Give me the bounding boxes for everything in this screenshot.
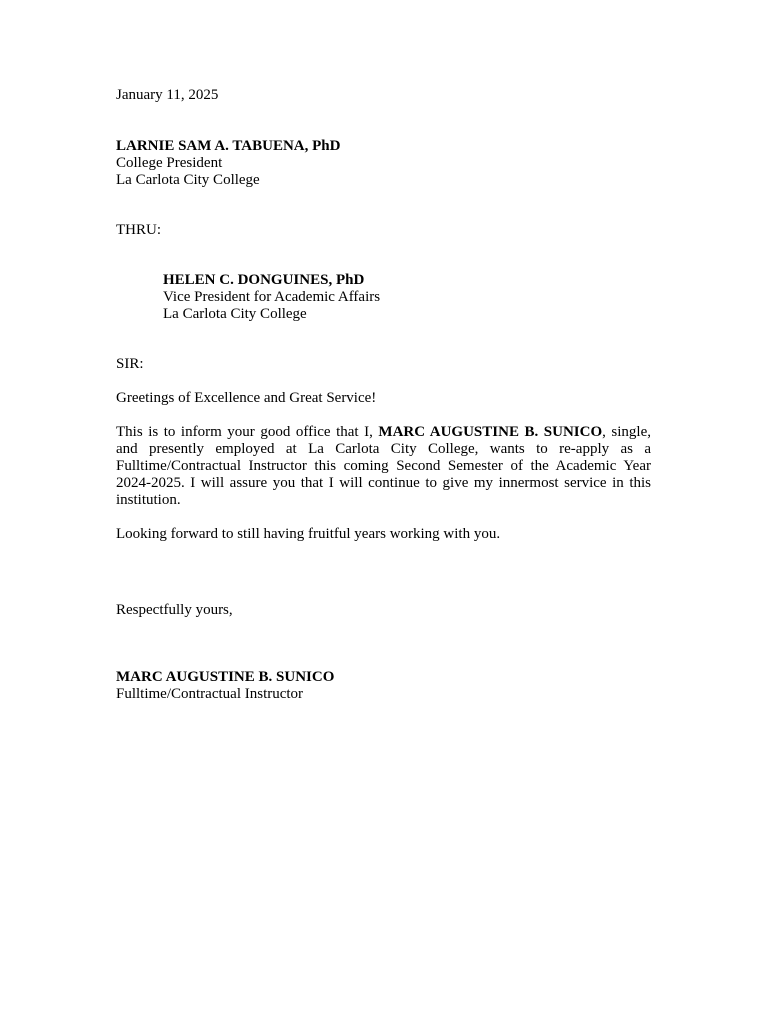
thru-title: Vice President for Academic Affairs bbox=[163, 289, 381, 305]
thru-label: THRU: bbox=[116, 222, 161, 238]
signature-title: Fulltime/Contractual Instructor bbox=[116, 686, 304, 702]
thru-name: HELEN C. DONGUINES, PhD bbox=[163, 272, 365, 288]
thru-institution: La Carlota City College bbox=[163, 306, 307, 322]
recipient-block bbox=[116, 138, 651, 189]
body-paragraph-1 bbox=[116, 424, 651, 509]
recipient-title: College President bbox=[116, 155, 223, 171]
body-p1-prefix: This is to inform your good office that I, bbox=[116, 424, 379, 440]
body-paragraph-2: Looking forward to still having fruitful years working with you. bbox=[116, 526, 501, 542]
letter-date: January 11, 2025 bbox=[116, 87, 219, 103]
recipient-institution: La Carlota City College bbox=[116, 172, 260, 188]
body-p1-name: MARC AUGUSTINE B. SUNICO bbox=[378, 424, 603, 440]
signature-block bbox=[116, 669, 651, 703]
recipient-name: LARNIE SAM A. TABUENA, PhD bbox=[116, 138, 341, 154]
closing: Respectfully yours, bbox=[116, 602, 233, 618]
thru-block bbox=[116, 272, 651, 323]
letter-page bbox=[116, 87, 651, 703]
body-p1-suffix: , single, and presently employed at La Carlota City College, wants to re-apply as a Fulltime/Contractual Instructor this coming Second Semester of the Academic Year 2024-2025. I will assure you that I will continue to give my innermost service in this institution. bbox=[116, 424, 651, 508]
signature-name: MARC AUGUSTINE B. SUNICO bbox=[116, 669, 335, 685]
salutation: SIR: bbox=[116, 356, 144, 372]
greeting: Greetings of Excellence and Great Service! bbox=[116, 390, 377, 406]
